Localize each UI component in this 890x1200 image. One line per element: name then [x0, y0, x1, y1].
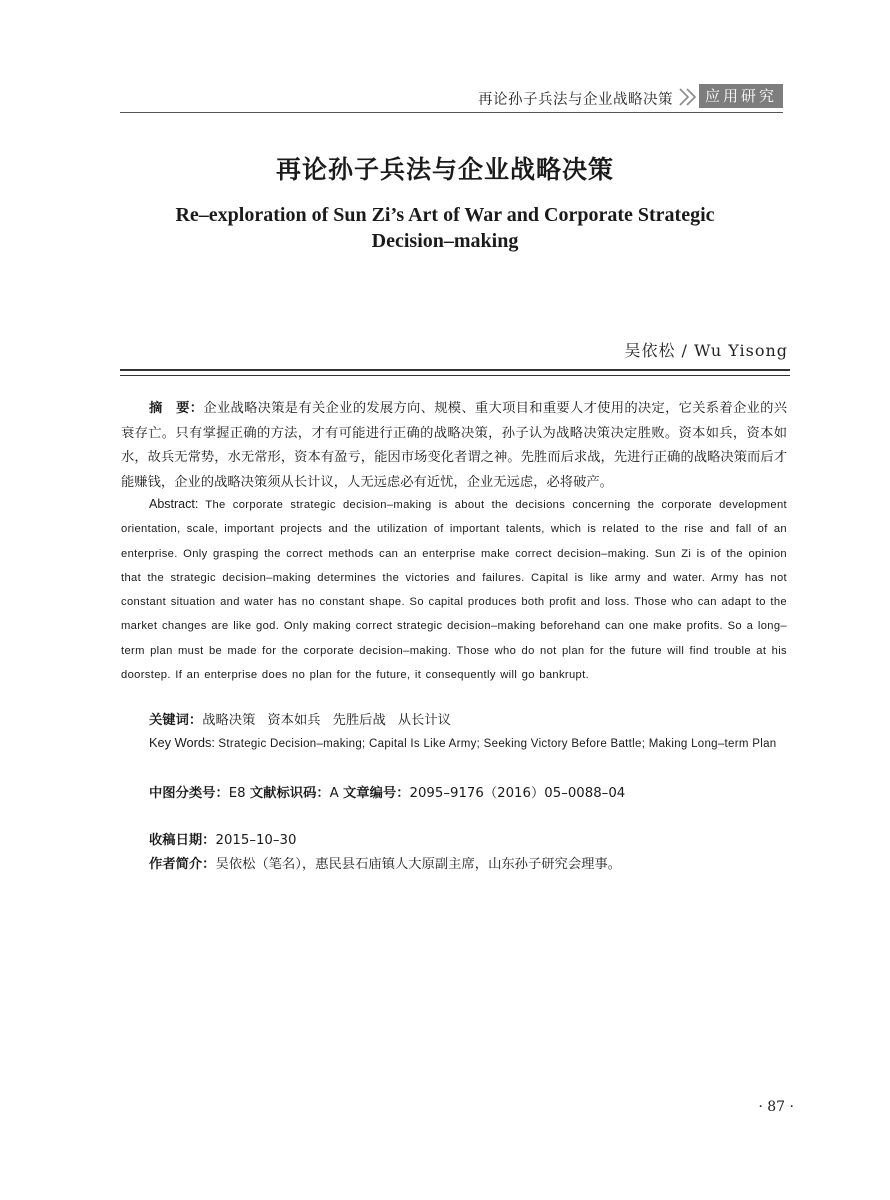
doc-code-value: A — [329, 786, 339, 801]
double-chevron-icon — [677, 86, 699, 108]
article-title-zh: 再论孙子兵法与企业战略决策 — [275, 155, 614, 184]
clc-label: 中图分类号： — [149, 786, 229, 801]
article-no-value: 2095–9176（2016）05–0088–04 — [409, 786, 626, 801]
abstract-en-text: The corporate strategic decision–making is about the decisions concerning the corporate development orientation, scale, important projects and the utilization of important talents, which is related to the rise and fall of an enterprise. Only grasping the correct methods can an enterprise make correct decision–making. Sun Zi is of the opinion that the strategic decision–making determines the victories and failures. Capital is like army and water. Army has not constant situation and water has no constant shape. So capital produces both profit and loss. Those who can adapt to the market changes are like god. Only making correct strategic decision–making beforehand can one make profits. So a long–term plan must be made for the corporate decision–making. Those who do not plan for the future will find trouble at his doorstep. If an enterprise does no plan for the future, it consequently will go bankrupt. — [121, 499, 787, 682]
author-bio — [149, 853, 621, 872]
keyword-item: 先胜后战 — [332, 713, 386, 728]
clc-value: E8 — [228, 786, 246, 801]
keywords-en-label: Key Words: — [149, 735, 215, 750]
keywords-en-text: Strategic Decision–making; Capital Is Like Army; Seeking Victory Before Battle; Making Long–term Plan — [218, 738, 777, 750]
abstract-zh-label: 摘 要： — [149, 401, 204, 416]
doc-code-label: 文献标识码： — [249, 786, 330, 801]
classification-line — [149, 782, 625, 801]
keyword-item: 战略决策 — [202, 713, 256, 728]
running-title: 再论孙子兵法与企业战略决策 — [478, 92, 673, 108]
keywords-zh-label: 关键词： — [149, 713, 203, 728]
author-name: 吴依松 / Wu Yisong — [624, 341, 788, 360]
author-bio-label: 作者简介： — [149, 857, 216, 872]
keywords-zh — [149, 709, 451, 728]
double-divider — [120, 369, 790, 376]
abstract-zh-text: 企业战略决策是有关企业的发展方向、规模、重大项目和重要人才使用的决定，它关系着企业的兴衰存亡。只有掌握正确的方法，才有可能进行正确的战略决策，孙子认为战略决策决定胜败。资本如兵，资本如水，故兵无常势，水无常形，资本有盈亏，能因市场变化者谓之神。先胜而后求战，先进行正确的战略决策而后才能赚钱，企业的战略决策须从长计议，人无远虑必有近忧，企业无远虑，必将破产。 — [121, 401, 788, 490]
abstract-en — [121, 492, 787, 687]
received-label: 收稿日期： — [149, 833, 216, 848]
article-no-label: 文章编号： — [343, 786, 410, 801]
article-title-en — [150, 202, 740, 254]
keywords-en — [149, 735, 776, 750]
keyword-item: 从长计议 — [397, 713, 451, 728]
received-value: 2015–10–30 — [215, 833, 297, 848]
article-title-en-line2: Decision–making — [371, 230, 519, 252]
author-bio-value: 吴依松（笔名），惠民县石庙镇人大原副主席，山东孙子研究会理事。 — [215, 857, 622, 872]
abstract-zh — [121, 397, 787, 495]
running-head — [120, 84, 783, 113]
keyword-item: 资本如兵 — [267, 713, 321, 728]
received-date — [149, 829, 296, 848]
abstract-en-label: Abstract: — [149, 497, 199, 511]
page-number: · 87 · — [758, 1099, 794, 1115]
section-tag: 应用研究 — [699, 84, 783, 108]
article-title-en-line1: Re–exploration of Sun Zi’s Art of War and Corporate Strategic — [175, 204, 715, 226]
